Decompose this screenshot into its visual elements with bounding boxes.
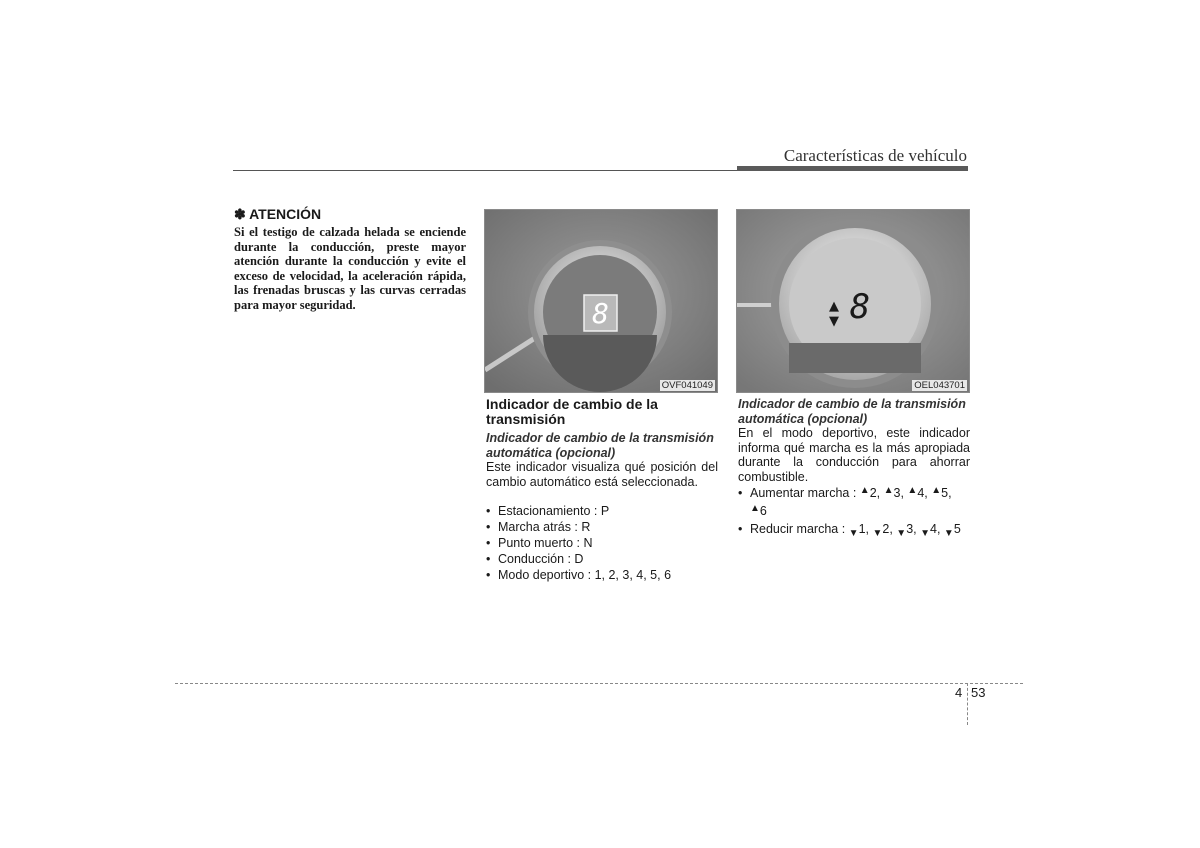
gear-position-list xyxy=(486,503,718,583)
list-item: • Punto muerto : N xyxy=(486,536,593,550)
list-item-downshift: • Reducir marcha : $_▼$1, $_▼$2, $_▼$3, $_▼$4, $_▼$5 xyxy=(738,522,961,539)
page-header-title: Características de vehículo xyxy=(783,146,967,165)
transmission-indicator-section xyxy=(486,397,718,583)
gear-digit-right: 8 xyxy=(849,287,871,327)
down-arrow-icon: ▼ xyxy=(848,528,859,539)
chapter-number: 4 xyxy=(955,685,963,700)
figure-shift-recommendation xyxy=(736,209,970,393)
up-arrow-icon: ▲ xyxy=(931,485,942,496)
down-arrow-icon: ▼ xyxy=(896,528,907,539)
up-arrow-icon: ▲ xyxy=(859,485,870,496)
page-number: 53 xyxy=(971,685,986,700)
list-item-upshift: • Aumentar marcha : ▲2, ▲3, ▲4, ▲5, ▲6 xyxy=(738,485,952,518)
figure-code-right: OEL043701 xyxy=(914,380,965,391)
attention-title: ✽ ATENCIÓN xyxy=(234,206,322,222)
shift-list xyxy=(738,485,970,539)
figure-code-left: OVF041049 xyxy=(661,380,713,391)
down-arrow-icon: ▼ xyxy=(920,528,931,539)
header-rule-accent xyxy=(737,166,968,171)
list-item: • Modo deportivo : 1, 2, 3, 4, 5, 6 xyxy=(486,568,672,582)
gauge-illustration-right xyxy=(737,210,969,392)
attention-note xyxy=(234,206,466,313)
figure-shift-indicator xyxy=(484,209,718,393)
gear-digit-left: 8 xyxy=(592,297,609,330)
shift-arrows-icon: ▲▼ xyxy=(826,299,842,329)
section-subtitle: Indicador de cambio de la transmisión automática (opcional) xyxy=(738,397,966,426)
down-arrow-icon: ▼ xyxy=(943,528,954,539)
footer-divider xyxy=(967,683,968,725)
list-item: • Marcha atrás : R xyxy=(486,520,591,534)
up-arrow-icon: ▲ xyxy=(907,485,918,496)
list-item: • Conducción : D xyxy=(486,552,584,566)
shift-recommendation-section xyxy=(738,397,970,539)
list-item: • Estacionamiento : P xyxy=(486,504,610,518)
up-arrow-icon: ▲ xyxy=(750,503,760,514)
attention-body: Si el testigo de calzada helada se enciende durante la conducción, preste mayor atención durante la conducción y evite el exceso de velocidad, la aceleración rápida, las frenadas bruscas y las curvas cerradas para mayor seguridad. xyxy=(234,225,466,312)
footer-rule xyxy=(175,683,1023,684)
gauge-illustration-left xyxy=(485,210,717,392)
section-body: En el modo deportivo, este indicador informa qué marcha es la más apropiada durante la conducción para ahorrar combustible. xyxy=(738,426,970,484)
down-arrow-icon: ▼ xyxy=(872,528,883,539)
section-title: Indicador de cambio de la transmisión xyxy=(486,396,658,427)
section-body: Este indicador visualiza qué posición del cambio automático está seleccionada. xyxy=(486,460,718,489)
up-arrow-icon: ▲ xyxy=(883,485,894,496)
section-subtitle: Indicador de cambio de la transmisión automática (opcional) xyxy=(486,431,714,460)
